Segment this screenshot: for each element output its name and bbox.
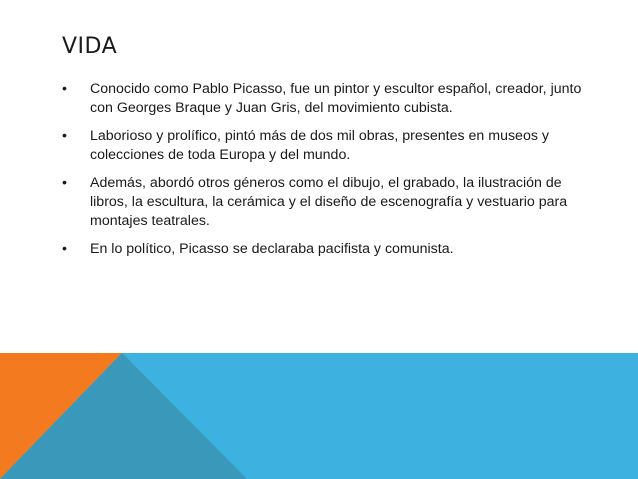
bullet-item — [62, 127, 582, 165]
bullet-item — [62, 240, 582, 259]
bullet-text: Conocido como Pablo Picasso, fue un pintor y escultor español, creador, junto con Georges Braque y Juan Gris, del movimiento cubista. — [90, 81, 582, 116]
footer-decoration — [0, 353, 638, 479]
bullet-item — [62, 80, 582, 118]
bullet-text: Laborioso y prolífico, pintó más de dos mil obras, presentes en museos y colecciones de toda Europa y del mundo. — [90, 128, 549, 163]
bullet-marker: • — [62, 175, 67, 191]
bullet-item — [62, 174, 582, 231]
bullet-marker: • — [62, 81, 67, 97]
slide-title: VIDA — [62, 34, 118, 59]
bullet-text: En lo político, Picasso se declaraba pacifista y comunista. — [90, 241, 454, 257]
bullet-list — [62, 80, 582, 268]
bullet-marker: • — [62, 241, 67, 257]
bullet-marker: • — [62, 128, 67, 144]
bullet-text: Además, abordó otros géneros como el dibujo, el grabado, la ilustración de libros, la escultura, la cerámica y el diseño de escenografía y vestuario para montajes teatrales. — [90, 175, 568, 229]
